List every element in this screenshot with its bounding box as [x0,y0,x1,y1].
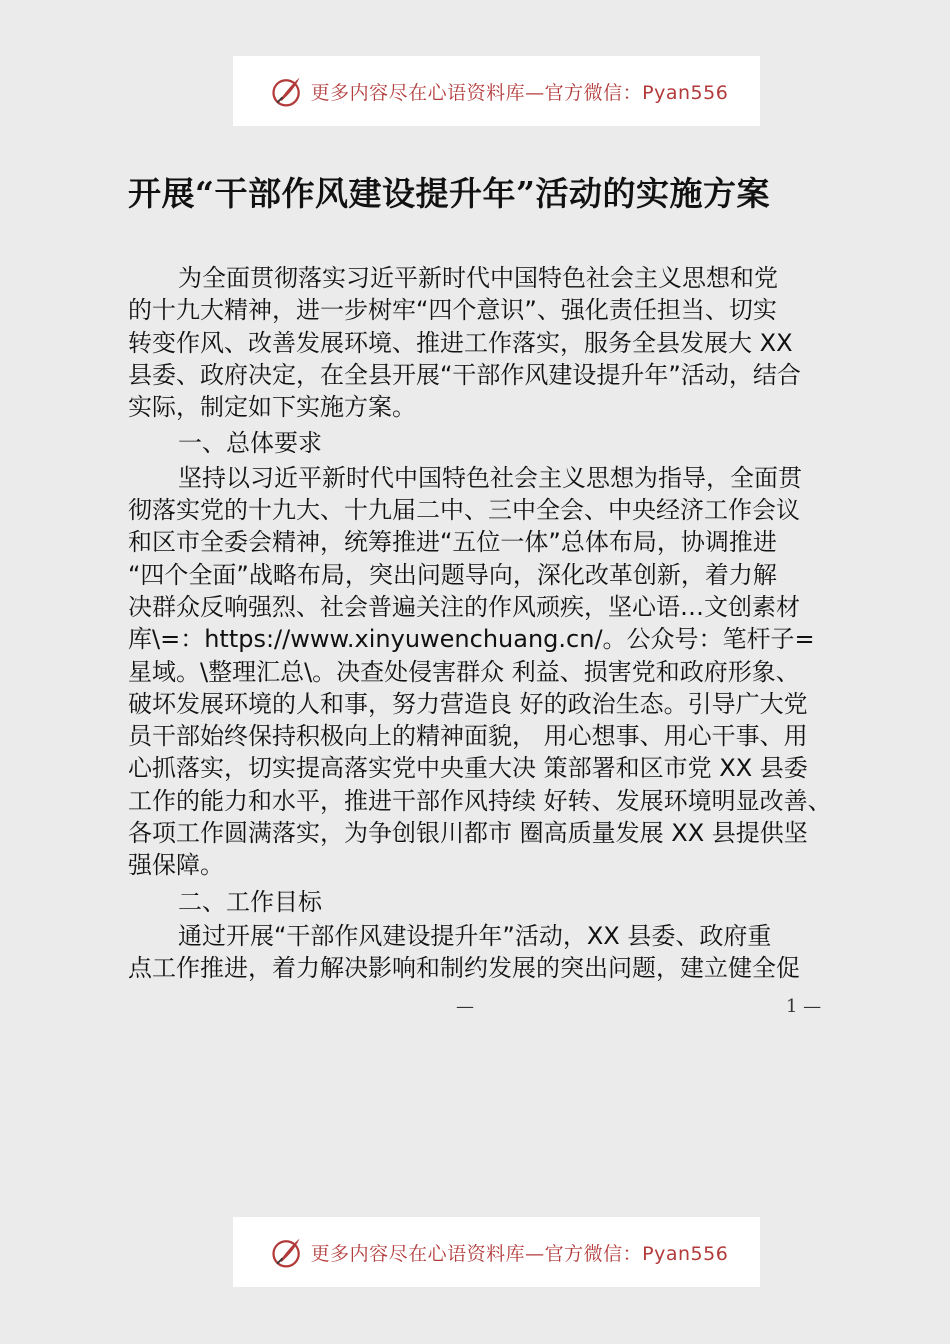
banner-text: 更多内容尽在心语资料库—官方微信：Pyan556 [310,1242,729,1265]
body-line: 转变作风、改善发展环境、推进工作落实，服务全县发展大 XX [128,328,793,357]
body-line: 各项工作圆满落实，为争创银川都市 圈高质量发展 XX 县提供坚 [128,819,808,848]
banner-wechat-id: Pyan556 [642,1242,729,1265]
body-line: 破坏发展环境的人和事，努力营造良 好的政治生态。引导广大党 [128,689,808,718]
body-line: 工作的能力和水平，推进干部作风持续 好转、发展环境明显改善、 [128,786,832,815]
document-title: 开展“干部作风建设提升年”活动的实施方案 [128,174,770,213]
banner-wechat-id: Pyan556 [642,81,729,104]
document-body [128,262,868,985]
body-line: 实际，制定如下实施方案。 [128,393,416,422]
body-line: 决群众反响强烈、社会普遍关注的作风顽疾，坚心语…文创素材 [128,592,800,621]
footer-dash: — [456,996,474,1017]
body-line: 县委、政府决定，在全县开展“干部作风建设提升年”活动，结合 [128,360,801,389]
body-line: 心抓落实，切实提高落实党中央重大决 策部署和区市党 XX 县委 [128,754,808,783]
section-heading: 一、总体要求 [178,429,322,458]
body-line: 员干部始终保持积极向上的精神面貌， 用心想事、用心干事、用 [128,722,808,751]
body-line: 的十九大精神，进一步树牢“四个意识”、强化责任担当、切实 [128,296,777,325]
body-line: 和区市全委会精神，统筹推进“五位一体”总体布局，协调推进 [128,528,777,557]
banner-text: 更多内容尽在心语资料库—官方微信：Pyan556 [310,81,729,104]
quill-circle-logo-icon [269,73,305,109]
body-line: 星域。\整理汇总\。决查处侵害群众 利益、损害党和政府形象、 [128,657,800,686]
page-number: 1 — [786,996,822,1017]
body-line: 库\=：https://www.xinyuwenchuang.cn/。公众号：笔杆子= [128,625,815,654]
body-line: 点工作推进，着力解决影响和制约发展的突出问题，建立健全促 [128,954,800,983]
body-line: 为全面贯彻落实习近平新时代中国特色社会主义思想和党 [178,264,778,292]
header-banner [233,56,760,126]
body-line: “四个全面”战略布局，突出问题导向，深化改革创新，着力解 [128,560,777,589]
section-heading: 二、工作目标 [178,887,322,916]
body-line: 坚持以习近平新时代中国特色社会主义思想为指导，全面贯 [178,463,802,492]
body-line: 通过开展“干部作风建设提升年”活动，XX 县委、政府重 [178,921,772,950]
quill-circle-logo-icon [269,1234,305,1270]
body-line: 彻落实党的十九大、十九届二中、三中全会、中央经济工作会议 [128,496,800,525]
footer-banner [233,1217,760,1287]
body-line: 强保障。 [128,851,224,880]
